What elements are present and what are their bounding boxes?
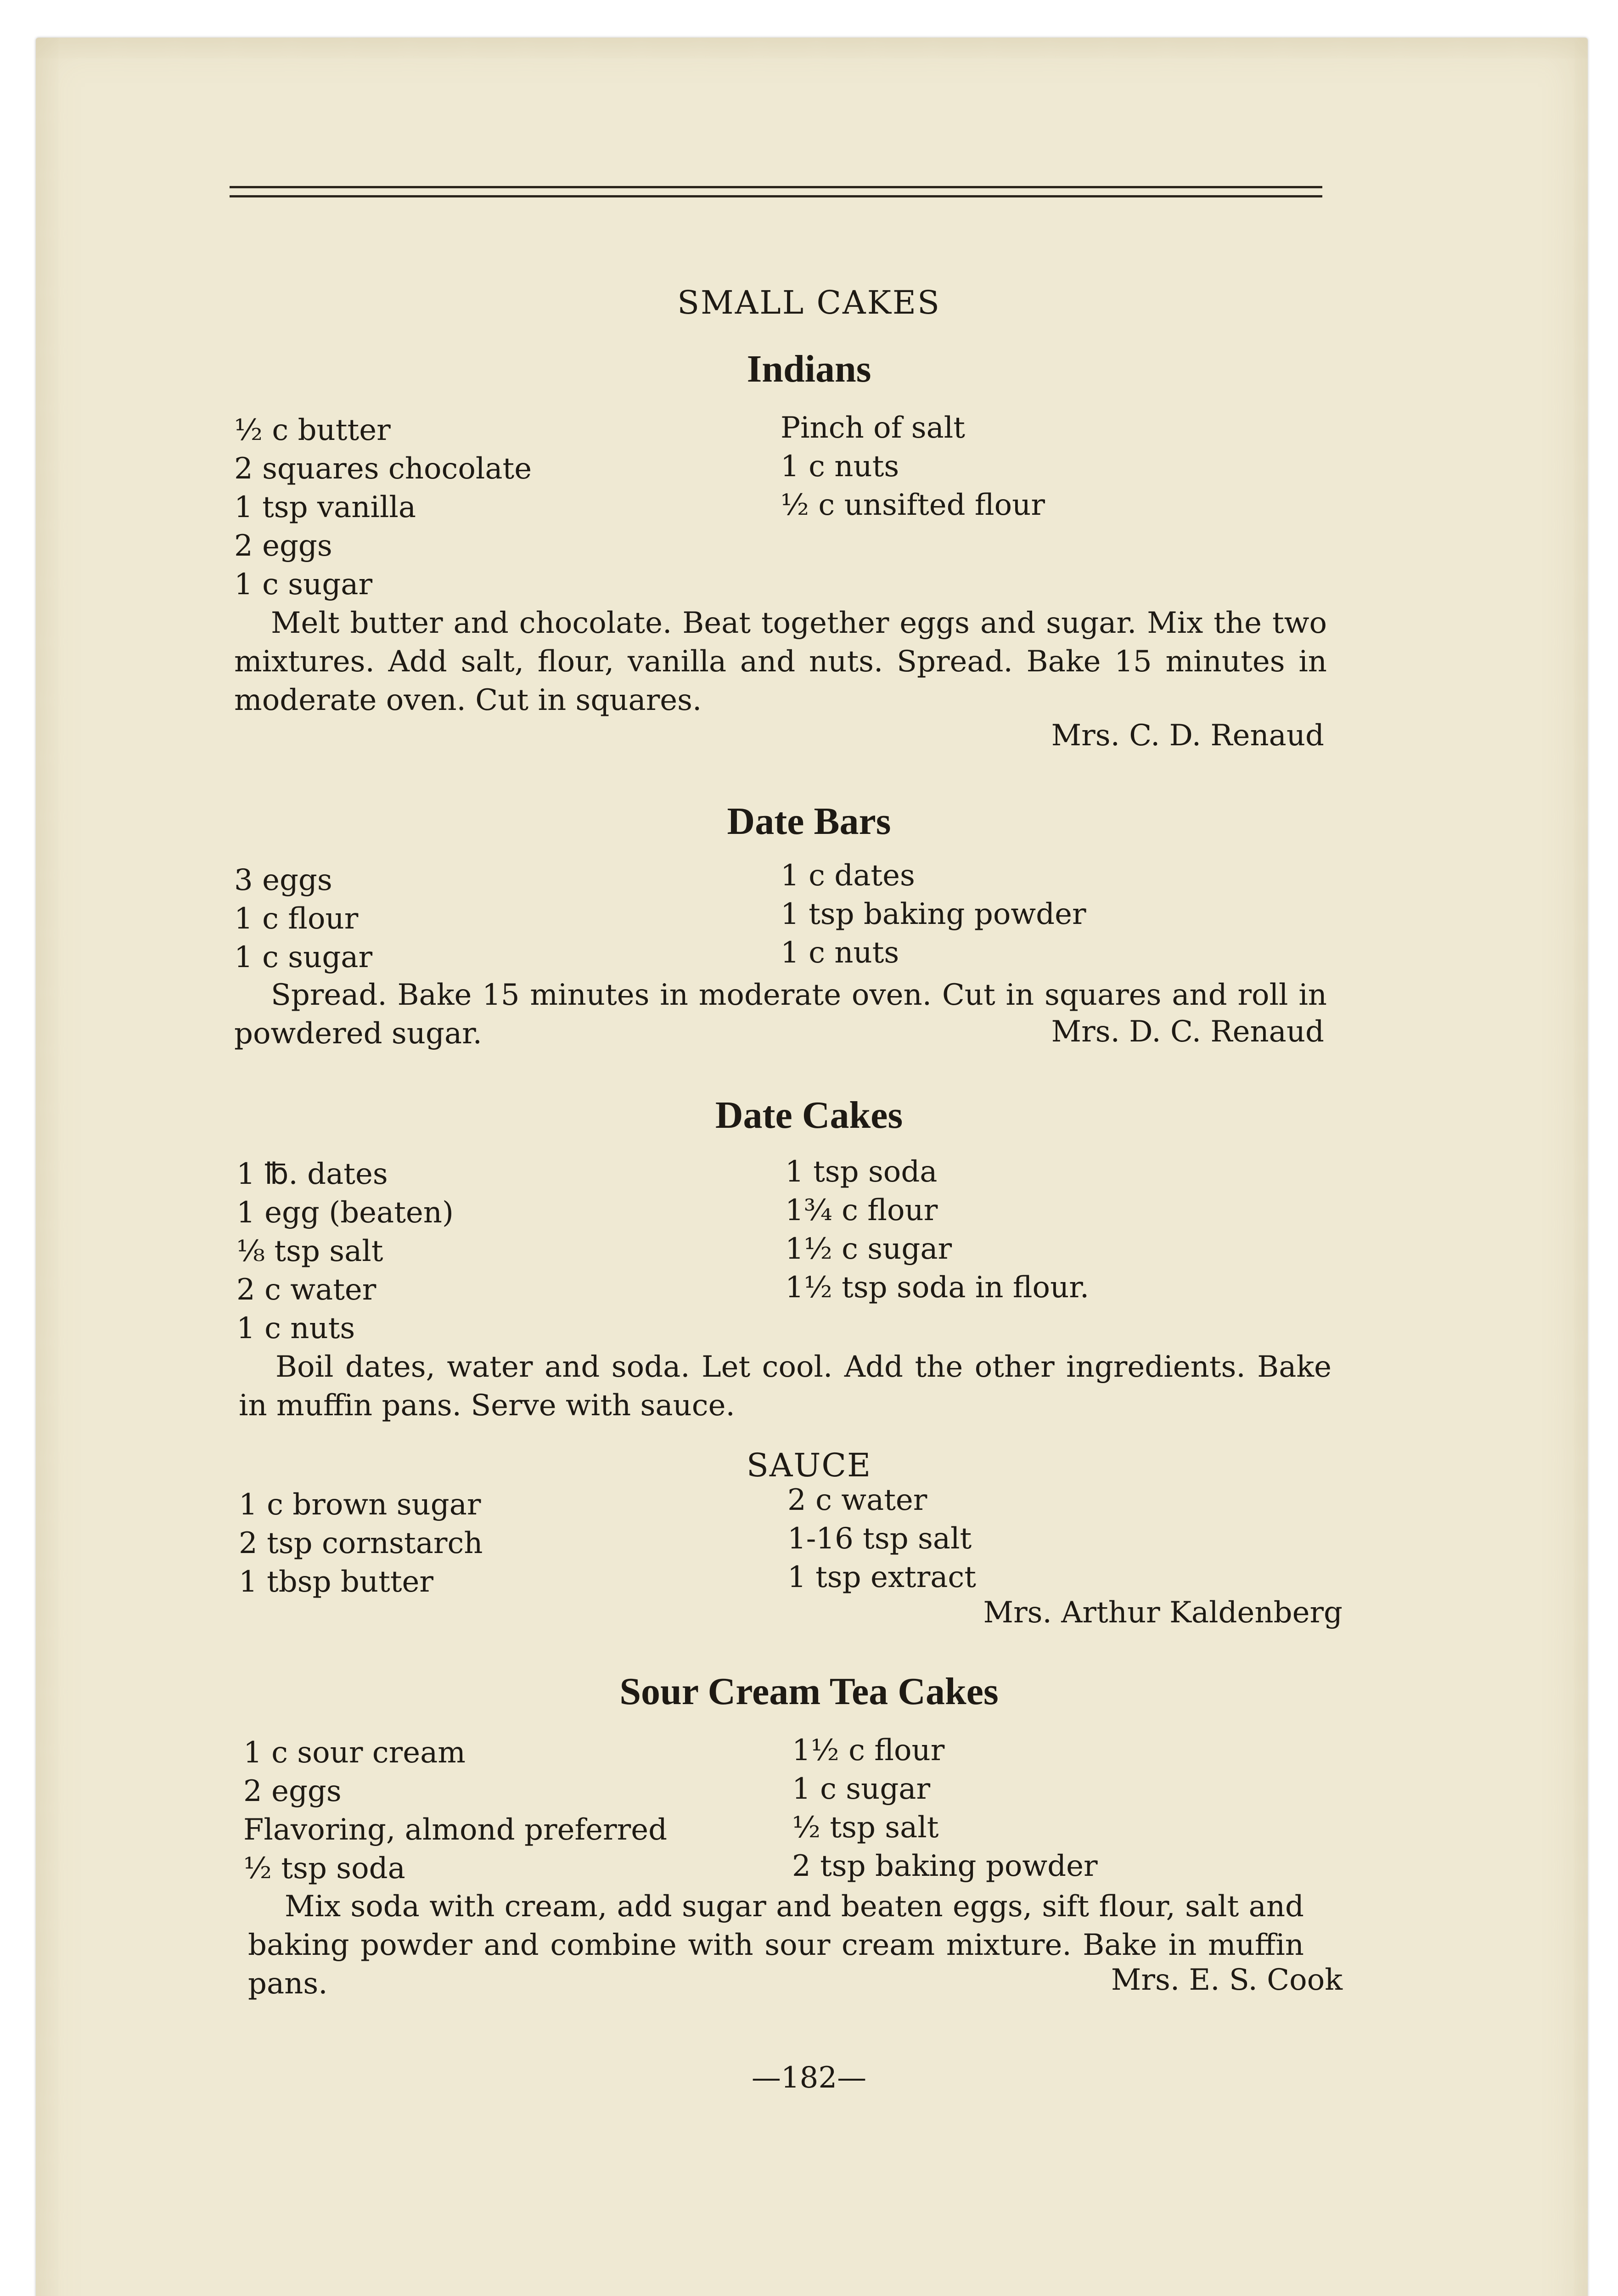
ingredients-right-indians [781, 409, 1045, 524]
author-date-bars: Mrs. D. C. Renaud [1051, 1015, 1324, 1049]
ingredients-right-sour-cream [792, 1731, 1098, 1885]
ingredient: 1½ c sugar [785, 1232, 952, 1266]
ingredient: 1 c nuts [236, 1311, 355, 1345]
ingredients-right-sauce [787, 1481, 976, 1597]
ingredients-right-date-bars [781, 856, 1086, 972]
ingredient: 2 c water [236, 1273, 376, 1307]
ingredients-left-sauce [239, 1486, 483, 1601]
directions-date-cakes: Boil dates, water and soda. Let cool. Add the other ingredients. Bake in muffin pans. Serve with sauce. [239, 1350, 1331, 1423]
section-title: SMALL CAKES [677, 284, 941, 321]
ingredient: ½ tsp salt [792, 1811, 939, 1845]
ingredient: 1 c sour cream [243, 1736, 466, 1770]
ingredient: 2 eggs [234, 529, 332, 563]
ingredient: 2 eggs [243, 1774, 342, 1808]
ingredient: 1 tsp soda [785, 1155, 938, 1189]
ingredient: 1 egg (beaten) [236, 1196, 454, 1230]
ingredient: ½ tsp soda [243, 1851, 405, 1885]
ingredient: 1 c sugar [234, 568, 373, 602]
top-rule [230, 186, 1322, 188]
author-sour-cream: Mrs. E. S. Cook [1111, 1963, 1343, 1997]
ingredient: 1½ c flour [792, 1733, 945, 1767]
ingredient: 1 c brown sugar [239, 1488, 481, 1522]
directions-indians: Melt butter and chocolate. Beat together eggs and sugar. Mix the two mixtures. Add salt, flour, vanilla and nuts. Spread. Bake 15 minutes in moderate oven. Cut in squares. [234, 606, 1327, 717]
ingredient: 1 c sugar [234, 940, 373, 974]
directions-sour-cream: Mix soda with cream, add sugar and beaten eggs, sift flour, salt and baking powder and combine with sour cream mixture. Bake in muffin pans. [248, 1890, 1304, 2001]
ingredient: 1 c dates [781, 859, 915, 893]
recipe-title-indians: Indians [747, 348, 871, 390]
ingredient: 1 tsp baking powder [781, 897, 1086, 931]
page-number: —182— [751, 2061, 867, 2095]
recipe-title-sour-cream-tea-cakes: Sour Cream Tea Cakes [619, 1670, 999, 1713]
sauce-title: SAUCE [746, 1446, 872, 1484]
ingredient: 1 c nuts [781, 450, 899, 484]
author-indians: Mrs. C. D. Renaud [1051, 719, 1324, 753]
ingredient: 1½ tsp soda in flour. [785, 1271, 1090, 1305]
ingredient: 1 c nuts [781, 936, 899, 970]
ingredient: ⅛ tsp salt [236, 1234, 383, 1268]
ingredient: 1¾ c flour [785, 1193, 938, 1227]
author-date-cakes: Mrs. Arthur Kaldenberg [983, 1596, 1343, 1630]
ingredients-left-indians [234, 411, 532, 604]
ingredient: 1 tbsp butter [239, 1565, 433, 1599]
directions-date-bars: Spread. Bake 15 minutes in moderate oven. Cut in squares and roll in powdered sugar. [234, 978, 1327, 1051]
ingredients-left-date-cakes [236, 1155, 454, 1348]
ingredient: 1 c flour [234, 902, 359, 936]
ingredient: 1 tsp extract [787, 1560, 976, 1594]
ingredient: ½ c unsifted flour [781, 488, 1045, 522]
ingredient: 1 c sugar [792, 1772, 931, 1806]
ingredient: ½ c butter [234, 413, 391, 447]
ingredient: 1 ℔. dates [236, 1157, 388, 1191]
ingredient: 3 eggs [234, 863, 332, 897]
ingredient: 2 tsp baking powder [792, 1849, 1098, 1883]
top-rule [230, 195, 1322, 197]
ingredient: 1 tsp vanilla [234, 490, 416, 524]
ingredients-left-date-bars [234, 861, 372, 977]
ingredient: 1-16 tsp salt [787, 1522, 972, 1556]
recipe-title-date-cakes: Date Cakes [715, 1094, 903, 1137]
ingredient: 2 squares chocolate [234, 452, 532, 486]
ingredient: Flavoring, almond preferred [243, 1813, 668, 1847]
recipe-title-date-bars: Date Bars [727, 800, 891, 843]
ingredient: Pinch of salt [781, 411, 965, 445]
ingredients-left-sour-cream [243, 1733, 667, 1888]
ingredient: 2 c water [787, 1483, 927, 1517]
ingredients-right-date-cakes [785, 1153, 1089, 1307]
ingredient: 2 tsp cornstarch [239, 1526, 483, 1560]
